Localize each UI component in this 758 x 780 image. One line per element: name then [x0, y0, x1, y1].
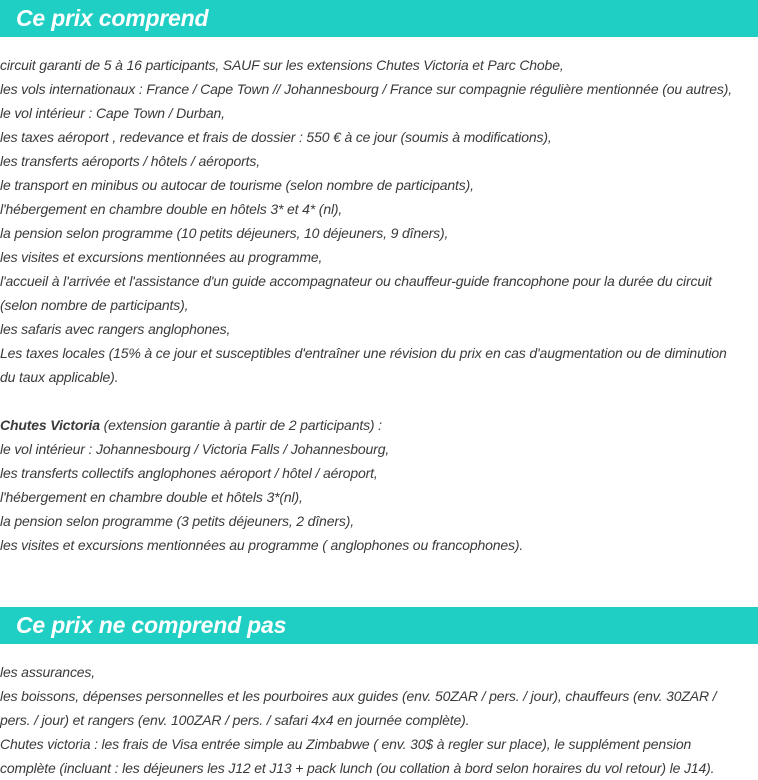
list-item: la pension selon programme (10 petits déjeuners, 10 déjeuners, 9 dîners), [0, 225, 449, 241]
list-item: les safaris avec rangers anglophones, [0, 321, 231, 337]
list-item: les taxes aéroport , redevance et frais de dossier : 550 € à ce jour (soumis à modifications), [0, 129, 552, 145]
list-item: les visites et excursions mentionnées au programme ( anglophones ou francophones). [0, 537, 524, 553]
victoria-label: Chutes Victoria [0, 417, 100, 433]
list-item: du taux applicable). [0, 369, 119, 385]
list-item: l'hébergement en chambre double en hôtels 3* et 4* (nl), [0, 201, 343, 217]
victoria-note: (extension garantie à partir de 2 participants) : [99, 417, 382, 433]
includes-list [0, 53, 756, 557]
section-header-excludes [0, 607, 758, 644]
section-header-includes [0, 0, 758, 37]
list-item: circuit garanti de 5 à 16 participants, SAUF sur les extensions Chutes Victoria et Parc Chobe, [0, 57, 564, 73]
list-item: Chutes victoria : les frais de Visa entrée simple au Zimbabwe ( env. 30$ à regler sur place), le supplément pension [0, 736, 692, 752]
section-title: Ce prix comprend [16, 5, 209, 31]
list-item: les assurances, [0, 664, 96, 680]
list-item: l'hébergement en chambre double et hôtels 3*(nl), [0, 489, 303, 505]
list-item: les transferts collectifs anglophones aéroport / hôtel / aéroport, [0, 465, 378, 481]
list-item: la pension selon programme (3 petits déjeuners, 2 dîners), [0, 513, 354, 529]
list-item: les transferts aéroports / hôtels / aéroports, [0, 153, 261, 169]
list-item: les vols internationaux : France / Cape Town // Johannesbourg / France sur compagnie régulière mentionnée (ou autres), [0, 81, 732, 97]
list-item: le vol intérieur : Johannesbourg / Victoria Falls / Johannesbourg, [0, 441, 390, 457]
list-item: Les taxes locales (15% à ce jour et susceptibles d'entraîner une révision du prix en cas d'augmentation ou de diminution [0, 345, 727, 361]
list-item: l'accueil à l'arrivée et l'assistance d'un guide accompagnateur ou chauffeur-guide francophone pour la durée du circuit [0, 273, 712, 289]
list-item: complète (incluant : les déjeuners les J12 et J13 + pack lunch (ou collation à bord selon horaires du vol retour) le J14). [0, 760, 715, 776]
list-item: pers. / jour) et rangers (env. 100ZAR / pers. / safari 4x4 en journée complète). [0, 712, 470, 728]
list-item: les boissons, dépenses personnelles et les pourboires aux guides (env. 50ZAR / pers. / jour), chauffeurs (env. 30ZAR / [0, 688, 717, 704]
list-item: (selon nombre de participants), [0, 297, 189, 313]
section-title: Ce prix ne comprend pas [16, 612, 287, 638]
list-item: le vol intérieur : Cape Town / Durban, [0, 105, 225, 121]
list-item: les visites et excursions mentionnées au programme, [0, 249, 323, 265]
excludes-list [0, 660, 756, 780]
spacer [0, 389, 756, 413]
list-item: le transport en minibus ou autocar de tourisme (selon nombre de participants), [0, 177, 474, 193]
victoria-heading [0, 413, 756, 437]
